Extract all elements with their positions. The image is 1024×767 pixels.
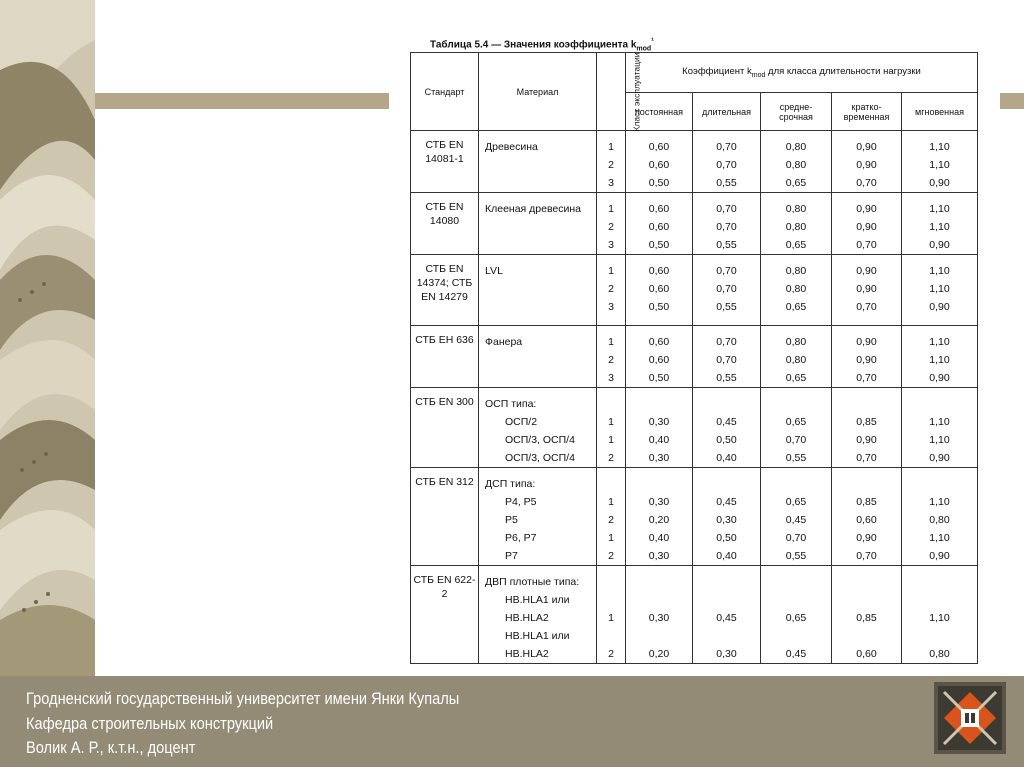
kmod-value: 0,30 bbox=[648, 416, 670, 428]
material-line: LVL bbox=[485, 265, 503, 277]
table-row bbox=[411, 566, 978, 664]
kmod-cell bbox=[832, 566, 902, 664]
material-line: ДСП типа: bbox=[485, 478, 536, 490]
kmod-value: 0,55 bbox=[716, 177, 737, 189]
header-duration-short: кратко- временная bbox=[832, 93, 902, 131]
service-class-cell bbox=[597, 566, 626, 664]
footer-department: Кафедра строительных конструкций bbox=[26, 714, 274, 733]
kmod-cell bbox=[761, 566, 832, 664]
kmod-value: 0,90 bbox=[856, 203, 877, 215]
table-title: Таблица 5.4 — Значения коэффициента $k_{mod}^{^1}$ bbox=[430, 35, 654, 53]
service-class-value: 3 bbox=[608, 301, 614, 313]
kmod-value: 0,80 bbox=[785, 265, 807, 277]
kmod-value: 0,65 bbox=[785, 416, 807, 428]
material-line: Р6, Р7 bbox=[505, 532, 537, 544]
kmod-cell bbox=[693, 326, 761, 388]
kmod-value: 0,65 bbox=[785, 612, 807, 624]
kmod-cell bbox=[693, 388, 761, 468]
kmod-value: 1,10 bbox=[929, 416, 950, 428]
service-class-value: 3 bbox=[608, 239, 614, 251]
material-line: HB.HLA1 или bbox=[505, 630, 570, 642]
kmod-value: 0,45 bbox=[785, 648, 807, 660]
service-class-value: 2 bbox=[608, 452, 614, 464]
kmod-value: 0,70 bbox=[785, 532, 807, 544]
kmod-value: 0,80 bbox=[785, 141, 807, 153]
kmod-value: 0,65 bbox=[785, 372, 807, 384]
kmod-value: 1,10 bbox=[929, 434, 950, 446]
kmod-cell bbox=[626, 566, 693, 664]
kmod-value: 1,10 bbox=[929, 354, 950, 366]
kmod-value: 0,30 bbox=[648, 496, 670, 508]
kmod-value: 0,50 bbox=[648, 177, 670, 189]
decorative-rule-right bbox=[1000, 93, 1024, 109]
material-line: Р5 bbox=[505, 514, 518, 526]
kmod-value: 1,10 bbox=[929, 496, 950, 508]
material-line: Р7 bbox=[505, 550, 518, 562]
decorative-wood-background bbox=[0, 0, 95, 676]
kmod-value: 0,30 bbox=[648, 452, 670, 464]
service-class-cell bbox=[597, 255, 626, 326]
table-row bbox=[411, 131, 978, 193]
material-line: ДВП плотные типа: bbox=[485, 576, 580, 588]
footer-university: Гродненский государственный университет имени Янки Купалы bbox=[26, 689, 460, 708]
kmod-value: 1,10 bbox=[929, 203, 950, 215]
material-cell bbox=[479, 131, 597, 193]
kmod-cell bbox=[832, 388, 902, 468]
kmod-value: 0,85 bbox=[856, 416, 877, 428]
kmod-value: 0,70 bbox=[856, 301, 877, 313]
kmod-cell bbox=[693, 255, 761, 326]
kmod-value: 0,90 bbox=[929, 372, 950, 384]
kmod-value: 0,90 bbox=[929, 177, 950, 189]
kmod-value: 0,65 bbox=[785, 301, 807, 313]
table-row bbox=[411, 326, 978, 388]
table-row bbox=[411, 193, 978, 255]
standard-cell: СТБ EN 622-2 bbox=[411, 566, 479, 664]
table-row bbox=[411, 468, 978, 566]
service-class-value: 1 bbox=[608, 612, 614, 624]
kmod-cell bbox=[761, 326, 832, 388]
kmod-value: 0,70 bbox=[716, 336, 737, 348]
header-service-class: Класс эксплуатации bbox=[597, 53, 626, 131]
kmod-value: 0,80 bbox=[929, 514, 950, 526]
kmod-value: 0,85 bbox=[856, 496, 877, 508]
kmod-value: 0,80 bbox=[785, 336, 807, 348]
kmod-value: 0,60 bbox=[648, 221, 670, 233]
kmod-cell bbox=[761, 255, 832, 326]
kmod-cell bbox=[902, 566, 978, 664]
material-line: ОСП типа: bbox=[485, 398, 537, 410]
kmod-value: 0,70 bbox=[716, 141, 737, 153]
kmod-value: 0,90 bbox=[929, 301, 950, 313]
kmod-cell bbox=[902, 131, 978, 193]
kmod-value: 0,50 bbox=[648, 239, 670, 251]
kmod-cell bbox=[832, 255, 902, 326]
service-class-value: 1 bbox=[608, 496, 614, 508]
material-cell bbox=[479, 388, 597, 468]
standard-cell: СТБ EN 14081-1 bbox=[411, 131, 479, 193]
service-class-value: 2 bbox=[608, 221, 614, 233]
service-class-value: 2 bbox=[608, 283, 614, 295]
kmod-value: 0,40 bbox=[716, 452, 737, 464]
footer-bar bbox=[0, 676, 1024, 767]
service-class-value: 1 bbox=[608, 532, 614, 544]
kmod-value: 0,40 bbox=[648, 434, 670, 446]
kmod-value: 0,65 bbox=[785, 239, 807, 251]
kmod-cell bbox=[626, 255, 693, 326]
standard-cell: СТБ EN 300 bbox=[411, 388, 479, 468]
kmod-value: 0,70 bbox=[716, 221, 737, 233]
kmod-value: 0,70 bbox=[856, 550, 877, 562]
kmod-cell bbox=[761, 468, 832, 566]
kmod-value: 1,10 bbox=[929, 532, 950, 544]
service-class-value: 1 bbox=[608, 203, 614, 215]
kmod-value: 0,80 bbox=[785, 283, 807, 295]
kmod-value: 0,90 bbox=[929, 239, 950, 251]
header-duration-group: Коэффициент $k_{mod}$ для класса длительности нагрузки bbox=[626, 53, 978, 93]
kmod-value: 0,80 bbox=[785, 354, 807, 366]
kmod-value: 0,55 bbox=[785, 550, 807, 562]
kmod-value: 0,65 bbox=[785, 177, 807, 189]
kmod-value: 0,45 bbox=[716, 416, 737, 428]
service-class-value: 3 bbox=[608, 372, 614, 384]
header-standard: Стандарт bbox=[411, 53, 479, 131]
kmod-value: 0,90 bbox=[929, 550, 950, 562]
kmod-value: 0,70 bbox=[856, 452, 877, 464]
kmod-value: 0,60 bbox=[648, 283, 670, 295]
service-class-value: 2 bbox=[608, 514, 614, 526]
kmod-table bbox=[410, 52, 978, 664]
kmod-value: 0,40 bbox=[648, 532, 670, 544]
service-class-cell bbox=[597, 131, 626, 193]
header-material: Материал bbox=[479, 53, 597, 131]
header-duration-medium: средне- срочная bbox=[761, 93, 832, 131]
kmod-value: 0,70 bbox=[856, 372, 877, 384]
kmod-value: 0,30 bbox=[648, 550, 670, 562]
kmod-value: 0,55 bbox=[716, 372, 737, 384]
standard-cell: СТБ EN 14374; СТБ EN 14279 bbox=[411, 255, 479, 326]
kmod-value: 0,70 bbox=[716, 203, 737, 215]
kmod-cell bbox=[761, 193, 832, 255]
material-cell bbox=[479, 468, 597, 566]
kmod-value: 0,60 bbox=[648, 141, 670, 153]
kmod-cell bbox=[902, 468, 978, 566]
kmod-value: 0,60 bbox=[648, 354, 670, 366]
kmod-value: 0,90 bbox=[856, 354, 877, 366]
service-class-value: 1 bbox=[608, 434, 614, 446]
service-class-value: 3 bbox=[608, 177, 614, 189]
standard-cell: СТБ ЕН 636 bbox=[411, 326, 479, 388]
kmod-cell bbox=[902, 388, 978, 468]
kmod-value: 1,10 bbox=[929, 159, 950, 171]
service-class-value: 1 bbox=[608, 265, 614, 277]
kmod-value: 0,70 bbox=[716, 265, 737, 277]
kmod-value: 0,60 bbox=[648, 336, 670, 348]
kmod-value: 1,10 bbox=[929, 141, 950, 153]
kmod-value: 0,90 bbox=[856, 221, 877, 233]
service-class-value: 2 bbox=[608, 550, 614, 562]
material-line: ОСП/3, ОСП/4 bbox=[505, 452, 575, 464]
kmod-value: 0,85 bbox=[856, 612, 877, 624]
service-class-value: 2 bbox=[608, 159, 614, 171]
kmod-value: 0,60 bbox=[648, 265, 670, 277]
kmod-value: 1,10 bbox=[929, 265, 950, 277]
service-class-value: 2 bbox=[608, 648, 614, 660]
kmod-value: 0,80 bbox=[929, 648, 950, 660]
material-line: HB.HLA2 bbox=[505, 612, 549, 624]
material-line: Клееная древесина bbox=[485, 203, 582, 215]
kmod-cell bbox=[832, 193, 902, 255]
decorative-rule-left bbox=[95, 93, 389, 109]
kmod-value: 1,10 bbox=[929, 612, 950, 624]
kmod-value: 0,50 bbox=[716, 532, 737, 544]
kmod-value: 0,70 bbox=[716, 283, 737, 295]
kmod-value: 0,90 bbox=[856, 283, 877, 295]
university-logo-icon bbox=[934, 682, 1006, 754]
kmod-cell bbox=[761, 388, 832, 468]
kmod-value: 0,90 bbox=[856, 532, 877, 544]
kmod-value: 0,90 bbox=[856, 434, 877, 446]
kmod-cell bbox=[626, 326, 693, 388]
kmod-value: 0,70 bbox=[856, 177, 877, 189]
material-line: Фанера bbox=[485, 336, 523, 348]
kmod-value: 0,50 bbox=[716, 434, 737, 446]
kmod-value: 0,80 bbox=[785, 221, 807, 233]
kmod-cell bbox=[902, 193, 978, 255]
table-row bbox=[411, 388, 978, 468]
kmod-cell bbox=[832, 468, 902, 566]
material-line: ОСП/3, ОСП/4 bbox=[505, 434, 575, 446]
kmod-value: 1,10 bbox=[929, 221, 950, 233]
kmod-cell bbox=[761, 131, 832, 193]
kmod-value: 1,10 bbox=[929, 336, 950, 348]
material-line: ОСП/2 bbox=[505, 416, 538, 428]
kmod-value: 0,60 bbox=[648, 159, 670, 171]
kmod-value: 0,60 bbox=[856, 648, 877, 660]
service-class-cell bbox=[597, 326, 626, 388]
kmod-cell bbox=[626, 468, 693, 566]
kmod-value: 0,70 bbox=[716, 159, 737, 171]
kmod-cell bbox=[902, 326, 978, 388]
kmod-value: 0,50 bbox=[648, 372, 670, 384]
material-line: Древесина bbox=[485, 141, 538, 153]
kmod-value: 0,45 bbox=[716, 612, 737, 624]
kmod-value: 0,55 bbox=[785, 452, 807, 464]
kmod-value: 0,90 bbox=[856, 141, 877, 153]
header-duration-permanent: постоянная bbox=[626, 93, 693, 131]
kmod-cell bbox=[626, 131, 693, 193]
kmod-value: 0,30 bbox=[648, 612, 670, 624]
kmod-cell bbox=[832, 131, 902, 193]
service-class-value: 2 bbox=[608, 354, 614, 366]
kmod-cell bbox=[902, 255, 978, 326]
kmod-value: 0,70 bbox=[716, 354, 737, 366]
kmod-value: 0,70 bbox=[856, 239, 877, 251]
kmod-value: 0,90 bbox=[856, 336, 877, 348]
service-class-value: 1 bbox=[608, 416, 614, 428]
material-cell bbox=[479, 193, 597, 255]
kmod-value: 0,80 bbox=[785, 203, 807, 215]
kmod-value: 0,30 bbox=[716, 648, 737, 660]
footer-author: Волик А. Р., к.т.н., доцент bbox=[26, 738, 196, 757]
material-cell bbox=[479, 566, 597, 664]
kmod-cell bbox=[693, 131, 761, 193]
kmod-value: 0,70 bbox=[785, 434, 807, 446]
service-class-cell bbox=[597, 468, 626, 566]
kmod-value: 0,20 bbox=[648, 514, 670, 526]
kmod-value: 0,65 bbox=[785, 496, 807, 508]
kmod-value: 0,55 bbox=[716, 301, 737, 313]
table-row bbox=[411, 255, 978, 326]
standard-cell: СТБ EN 312 bbox=[411, 468, 479, 566]
header-duration-instant: мгновенная bbox=[902, 93, 978, 131]
material-line: Р4, Р5 bbox=[505, 496, 537, 508]
service-class-cell bbox=[597, 193, 626, 255]
kmod-cell bbox=[832, 326, 902, 388]
kmod-value: 0,90 bbox=[856, 159, 877, 171]
material-line: HB.HLA1 или bbox=[505, 594, 570, 606]
kmod-cell bbox=[626, 193, 693, 255]
kmod-cell bbox=[693, 468, 761, 566]
kmod-value: 0,45 bbox=[716, 496, 737, 508]
kmod-value: 0,40 bbox=[716, 550, 737, 562]
kmod-value: 0,30 bbox=[716, 514, 737, 526]
material-cell bbox=[479, 255, 597, 326]
kmod-value: 0,60 bbox=[856, 514, 877, 526]
material-cell bbox=[479, 326, 597, 388]
service-class-cell bbox=[597, 388, 626, 468]
kmod-value: 0,60 bbox=[648, 203, 670, 215]
kmod-cell bbox=[626, 388, 693, 468]
kmod-value: 0,55 bbox=[716, 239, 737, 251]
standard-cell: СТБ EN 14080 bbox=[411, 193, 479, 255]
header-duration-long: длительная bbox=[693, 93, 761, 131]
kmod-value: 0,90 bbox=[929, 452, 950, 464]
kmod-value: 0,45 bbox=[785, 514, 807, 526]
kmod-cell bbox=[693, 193, 761, 255]
material-line: HB.HLA2 bbox=[505, 648, 549, 660]
kmod-value: 0,80 bbox=[785, 159, 807, 171]
kmod-cell bbox=[693, 566, 761, 664]
kmod-value: 0,90 bbox=[856, 265, 877, 277]
service-class-value: 1 bbox=[608, 336, 614, 348]
kmod-value: 0,20 bbox=[648, 648, 670, 660]
kmod-value: 1,10 bbox=[929, 283, 950, 295]
service-class-value: 1 bbox=[608, 141, 614, 153]
kmod-value: 0,50 bbox=[648, 301, 670, 313]
